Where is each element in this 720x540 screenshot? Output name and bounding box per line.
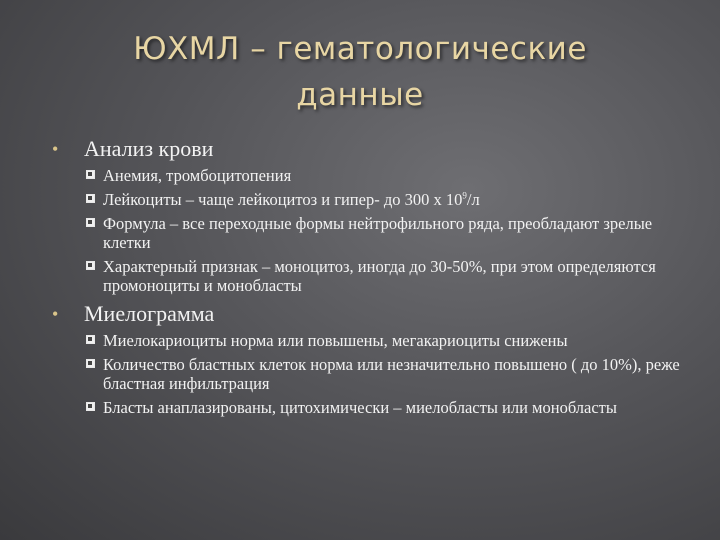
list-item: Лейкоциты – чаще лейкоцитоз и гипер- до 300 х $10^9/л$: [52, 190, 692, 209]
square-bullet-icon: [86, 218, 95, 227]
square-bullet-icon: [86, 261, 95, 270]
myelogram-list: [52, 331, 692, 417]
square-bullet-icon: [86, 335, 95, 344]
blood-analysis-list: [52, 166, 692, 295]
list-item: Миелокариоциты норма или повышены, мегакариоциты снижены: [52, 331, 692, 350]
list-item: Бласты анаплазированы, цитохимически – миелобласты или монобласты: [52, 398, 692, 417]
bullet-dot-icon: •: [52, 304, 59, 324]
square-bullet-icon: [86, 194, 95, 203]
superscript: 9: [462, 190, 467, 201]
list-item: Количество бластных клеток норма или незначительно повышено ( до 10%), реже бластная инфильтрация: [52, 355, 692, 393]
list-item: Характерный признак – моноцитоз, иногда до 30-50%, при этом определяются промоноциты и монобласты: [52, 257, 692, 295]
slide-title: [0, 26, 720, 118]
list-item: Формула – все переходные формы нейтрофильного ряда, преобладают зрелые клетки: [52, 214, 692, 252]
square-bullet-icon: [86, 170, 95, 179]
section-heading: Анализ крови: [84, 136, 214, 161]
bullet-dot-icon: •: [52, 139, 59, 159]
title-line-2: данные: [296, 77, 424, 113]
square-bullet-icon: [86, 402, 95, 411]
square-bullet-icon: [86, 359, 95, 368]
title-line-1: ЮХМЛ – гематологические: [133, 31, 587, 67]
slide-content: [52, 130, 692, 423]
section-blood-analysis: [52, 136, 692, 162]
section-myelogram: [52, 301, 692, 327]
section-heading: Миелограмма: [84, 301, 215, 326]
list-item: Анемия, тромбоцитопения: [52, 166, 692, 185]
